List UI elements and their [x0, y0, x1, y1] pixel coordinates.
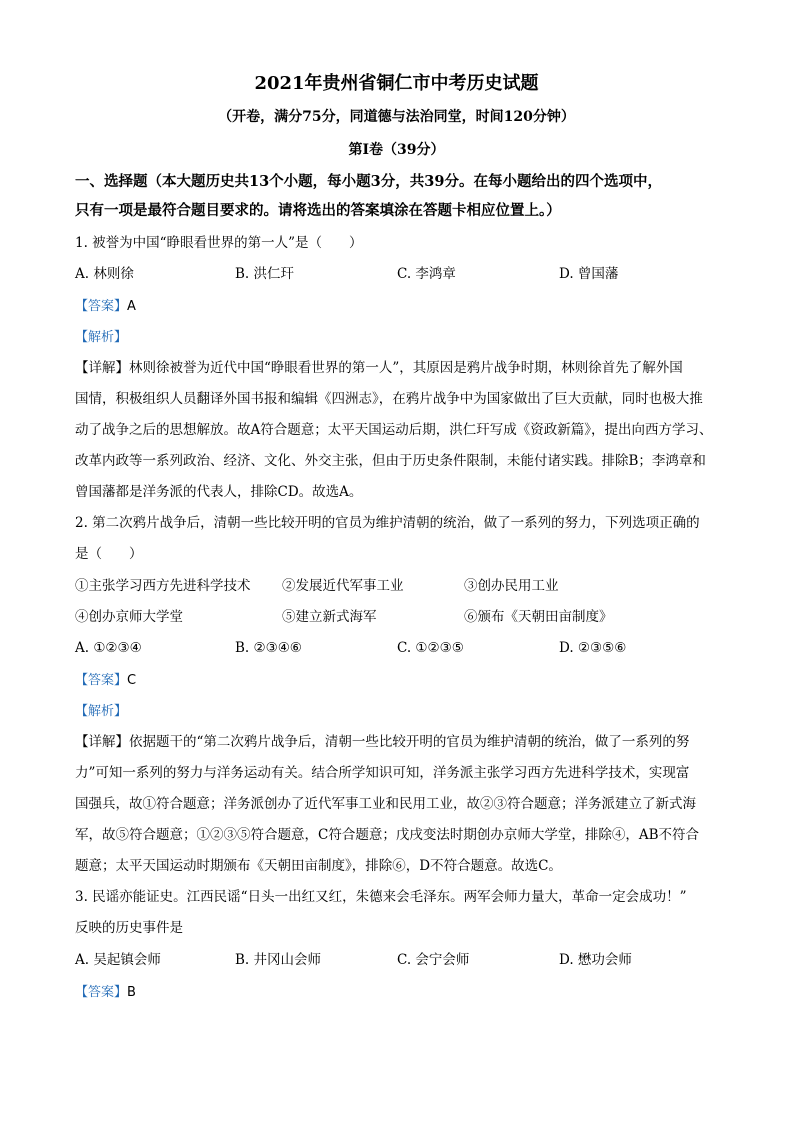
q1-answer-tag: 【答案】 [75, 299, 128, 314]
q2-item-3: ③创办民用工业 [464, 578, 559, 594]
exam-info: （开卷，满分75分，同道德与法治同堂，时间120分钟） [218, 109, 575, 125]
q3-option-a: A. 吴起镇会师 [75, 952, 161, 968]
q2-option-c: C. ①②③⑤ [397, 640, 464, 656]
q1-analysis-tag: 【解析】 [75, 330, 128, 345]
volume-heading: 第Ⅰ卷（39分） [348, 142, 445, 158]
q2-answer-value: C [127, 673, 137, 688]
q2-stem-line-1: 2. 第二次鸦片战争后，清朝一些比较开明的官员为维护清朝的统治，做了一系列的努力，下列选项正确的 [75, 515, 700, 531]
q3-stem-line-2: 反映的历史事件是 [75, 920, 183, 936]
q2-option-a: A. ①②③④ [75, 640, 142, 656]
q1-option-a: A. 林则徐 [75, 266, 134, 282]
q1-option-c: C. 李鸿章 [397, 266, 456, 282]
q2-detail-line-1: 【详解】依据题干的“第二次鸦片战争后，清朝一些比较开明的官员为维护清朝的统治，做了一系列的努 [75, 734, 690, 750]
q1-answer-value: A [127, 299, 136, 314]
q3-option-d: D. 懋功会师 [559, 952, 632, 968]
q1-detail-line-4: 改革内政等一系列政治、经济、文化、外交主张，但由于历史条件限制，未能付诸实践。排除B；李鸿章和 [75, 453, 706, 469]
q2-item-4: ④创办京师大学堂 [75, 609, 183, 625]
q3-answer-value: B [127, 985, 136, 1000]
q2-answer-tag: 【答案】 [75, 673, 128, 688]
q2-detail-line-4: 军，故⑤符合题意；①②③⑤符合题意，C符合题意；戊戌变法时期创办京师大学堂，排除④，AB不符合 [75, 827, 699, 843]
q1-detail-line-2: 国情，积极组织人员翻译外国书报和编辑《四洲志》，在鸦片战争中为国家做出了巨大贡献，同时也极大推 [75, 391, 703, 407]
q3-answer-tag: 【答案】 [75, 985, 128, 1000]
q3-stem-line-1: 3. 民谣亦能证史。江西民谣“日头一出红又红，朱德来会毛泽东。两军会师力量大，革命一定会成功！” [75, 889, 687, 905]
q2-analysis-row [75, 701, 127, 722]
q2-detail-line-5: 题意；太平天国运动时期颁布《天朝田亩制度》，排除⑥，D不符合题意。故选C。 [75, 858, 562, 874]
q3-answer-row [75, 982, 136, 1003]
q1-detail-line-1: 【详解】林则徐被誉为近代中国“睁眼看世界的第一人”，其原因是鸦片战争时期，林则徐首先了解外国 [75, 360, 683, 376]
page-title: 2021年贵州省铜仁市中考历史试题 [254, 73, 539, 94]
q2-answer-row [75, 670, 136, 691]
q2-detail-line-2: 力”可知一系列的努力与洋务运动有关。结合所学知识可知，洋务派主张学习西方先进科学技术，实现富 [75, 765, 690, 781]
q2-option-d: D. ②③⑤⑥ [559, 640, 627, 656]
q2-item-1: ①主张学习西方先进科学技术 [75, 578, 251, 594]
q2-item-5: ⑤建立新式海军 [282, 609, 377, 625]
q2-stem-line-2: 是（ ） [75, 546, 143, 562]
q2-option-b: B. ②③④⑥ [235, 640, 302, 656]
section-heading-line-2: 只有一项是最符合题目要求的。请将选出的答案填涂在答题卡相应位置上。） [75, 202, 561, 219]
q1-answer-row [75, 296, 136, 317]
q3-option-b: B. 井冈山会师 [235, 952, 322, 968]
section-heading-line-1: 一、选择题（本大题历史共13个小题，每小题3分，共39分。在每小题给出的四个选项中， [75, 173, 662, 190]
q1-detail-line-5: 曾国藩都是洋务派的代表人，排除CD。故选A。 [75, 484, 363, 500]
q1-stem: 1. 被誉为中国“睁眼看世界的第一人”是（ ） [75, 235, 363, 251]
q1-analysis-row [75, 327, 127, 348]
q2-detail-line-3: 国强兵，故①符合题意；洋务派创办了近代军事工业和民用工业，故②③符合题意；洋务派建立了新式海 [75, 796, 696, 812]
q2-item-6: ⑥颁布《天朝田亩制度》 [464, 609, 613, 625]
q1-option-b: B. 洪仁玕 [235, 266, 295, 282]
q1-option-d: D. 曾国藩 [559, 266, 619, 282]
q2-analysis-tag: 【解析】 [75, 704, 128, 719]
q3-option-c: C. 会宁会师 [397, 952, 470, 968]
q2-item-2: ②发展近代军事工业 [282, 578, 404, 594]
q1-detail-line-3: 动了战争之后的思想解放。故A符合题意；太平天国运动后期，洪仁玕写成《资政新篇》，提出向西方学习、 [75, 422, 713, 438]
